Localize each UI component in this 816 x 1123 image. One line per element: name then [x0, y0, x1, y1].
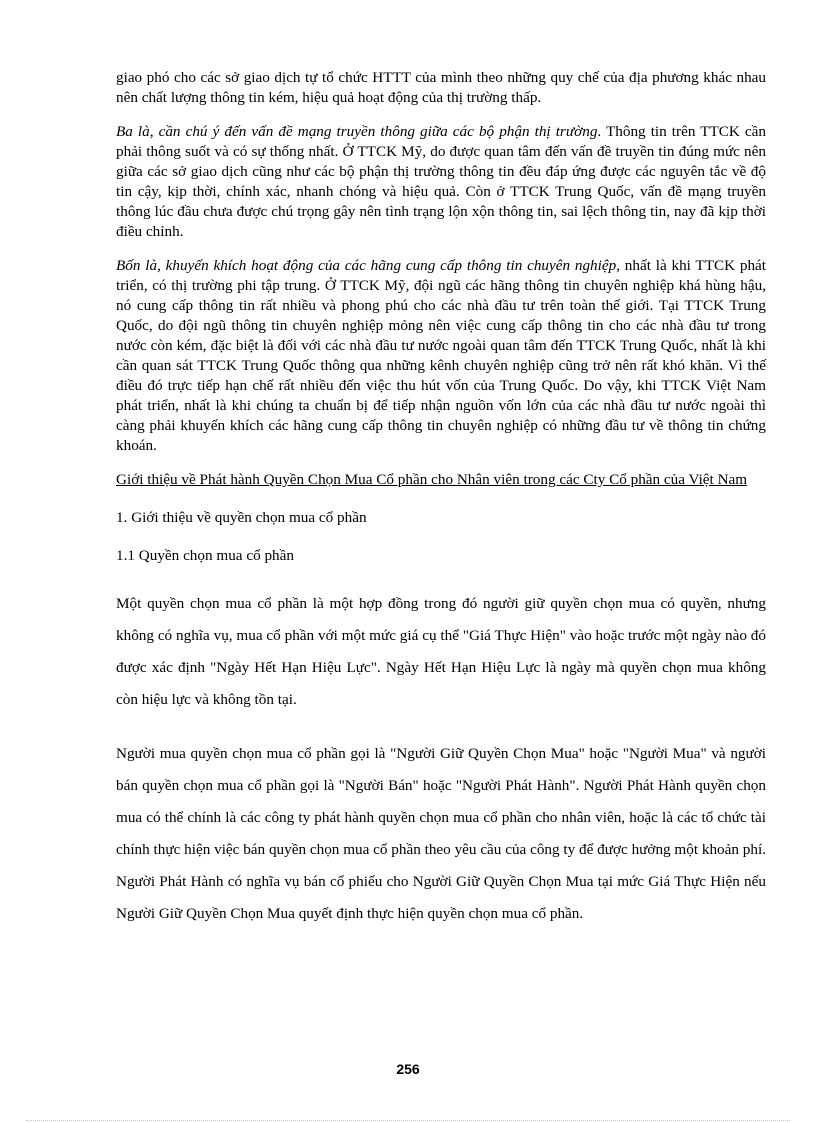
section-heading: Giới thiệu về Phát hành Quyền Chọn Mua Cổ phần cho Nhân viên trong các Cty Cổ phần của Việt Nam — [116, 471, 748, 488]
paragraph-buyer-seller: Người mua quyền chọn mua cổ phần gọi là "Người Giữ Quyền Chọn Mua" hoặc "Người Mua" và người bán quyền chọn mua cổ phần gọi là "Người Bán" hoặc "Người Phát Hành". Người Phát Hành quyền chọn mua có thể chính là các công ty phát hành quyền chọn mua cổ phần cho nhân viên, hoặc là các tổ chức tài chính thực hiện việc bán quyền chọn mua cổ phần theo yêu cầu của công ty để được hưởng một khoản phí. Người Phát Hành có nghĩa vụ bán cổ phiếu cho Người Giữ Quyền Chọn Mua tại mức Giá Thực Hiện nếu Người Giữ Quyền Chọn Mua quyết định thực hiện quyền chọn mua cổ phần. — [116, 745, 766, 922]
paragraph-bon-la-emphasis: Bốn là, khuyến khích hoạt động của các hãng cung cấp thông tin chuyên nghiệp — [116, 257, 617, 274]
paragraph-intro: giao phó cho các sở giao dịch tự tổ chức HTTT của mình theo những quy chế của địa phương khác nhau nên chất lượng thông tin kém, hiệu quả hoạt động của thị trường thấp. — [116, 69, 766, 106]
bottom-divider — [26, 1120, 790, 1121]
subheading-1: 1. Giới thiệu về quyền chọn mua cổ phần — [116, 509, 367, 526]
paragraph-ba-la-text: . Thông tin trên TTCK cần phải thông suốt và có sự thống nhất. Ở TTCK Mỹ, do được quan tâm đến vấn đề truyền tin đúng mức nên giữa các sở giao dịch cũng như các bộ phận thị trường thông tin đều đáp ứng được các nguyên tắc về độ tin cậy, kịp thời, chính xác, nhanh chóng và hiệu quả. Còn ở TTCK Trung Quốc, vấn đề mạng truyền thông lúc đầu chưa được chú trọng gây nên tình trạng lộn xộn thông tin, sai lệch thông tin, nay đã kịp thời điều chỉnh. — [116, 123, 766, 240]
paragraph-definition: Một quyền chọn mua cổ phần là một hợp đồng trong đó người giữ quyền chọn mua có quyền, nhưng không có nghĩa vụ, mua cổ phần với một mức giá cụ thể "Giá Thực Hiện" vào hoặc trước một ngày nào đó được xác định "Ngày Hết Hạn Hiệu Lực". Ngày Hết Hạn Hiệu Lực là ngày mà quyền chọn mua không còn hiệu lực và không tồn tại. — [116, 595, 766, 708]
subheading-1-1: 1.1 Quyền chọn mua cổ phần — [116, 547, 294, 564]
paragraph-ba-la — [116, 122, 766, 242]
page-body — [116, 68, 766, 930]
page-number: 256 — [396, 1061, 420, 1077]
paragraph-ba-la-emphasis: Ba là, cần chú ý đến vấn đề mạng truyền thông giữa các bộ phận thị trường — [116, 123, 598, 140]
paragraph-bon-la-text: , nhất là khi TTCK phát triển, có thị trường phi tập trung. Ở TTCK Mỹ, đội ngũ các hãng thông tin chuyên nghiệp khá hùng hậu, nó cung cấp thông tin rất nhiều và phong phú cho các nhà đầu tư trên toàn thế giới. Tại TTCK Trung Quốc, do đội ngũ thông tin chuyên nghiệp mỏng nên việc cung cấp thông tin cho các nhà đầu tư trong nước còn kém, đặc biệt là đối với các nhà đầu tư nước ngoài quan tâm đến TTCK Trung Quốc, nhất là khi cần quan sát TTCK Trung Quốc thông qua những kênh chuyên nghiệp cũng trở nên rất khó khăn. Vì thế điều đó trực tiếp hạn chế rất nhiều đến việc thu hút vốn của Trung Quốc. Do vậy, khi TTCK Việt Nam phát triển, nhất là khi chúng ta chuẩn bị để tiếp nhận nguồn vốn lớn của các nhà đầu tư nước ngoài thì càng phải khuyến khích các hãng cung cấp thông tin chuyên nghiệp có những đầu tư về thông tin chứng khoán. — [116, 257, 767, 454]
paragraph-bon-la — [116, 256, 766, 456]
